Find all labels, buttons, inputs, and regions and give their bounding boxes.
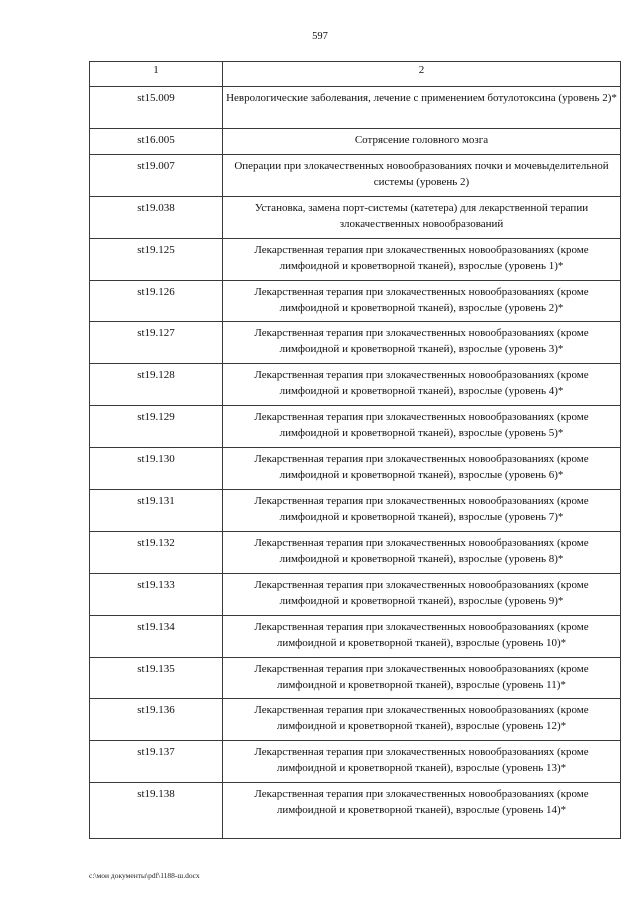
row-code: st19.131: [90, 490, 223, 532]
row-name: Операции при злокачественных новообразованиях почки и мочевыделительной системы (уровень 2): [223, 154, 621, 196]
table-row: [90, 615, 621, 657]
row-name: Лекарственная терапия при злокачественных новообразованиях (кроме лимфоидной и кроветворной тканей), взрослые (уровень 14)*: [223, 783, 621, 839]
row-name: Лекарственная терапия при злокачественных новообразованиях (кроме лимфоидной и кроветворной тканей), взрослые (уровень 5)*: [223, 406, 621, 448]
row-code: st19.132: [90, 531, 223, 573]
row-code: st19.134: [90, 615, 223, 657]
row-name: Лекарственная терапия при злокачественных новообразованиях (кроме лимфоидной и кроветворной тканей), взрослые (уровень 9)*: [223, 573, 621, 615]
table-row: [90, 280, 621, 322]
row-name: Лекарственная терапия при злокачественных новообразованиях (кроме лимфоидной и кроветворной тканей), взрослые (уровень 1)*: [223, 238, 621, 280]
table-row: [90, 573, 621, 615]
row-code: st19.007: [90, 154, 223, 196]
row-code: st19.038: [90, 196, 223, 238]
row-name: Лекарственная терапия при злокачественных новообразованиях (кроме лимфоидной и кроветворной тканей), взрослые (уровень 7)*: [223, 490, 621, 532]
table-row: [90, 490, 621, 532]
row-code: st19.135: [90, 657, 223, 699]
table-row: [90, 128, 621, 154]
table-row: [90, 87, 621, 129]
row-code: st16.005: [90, 128, 223, 154]
row-name: Лекарственная терапия при злокачественных новообразованиях (кроме лимфоидной и кроветворной тканей), взрослые (уровень 12)*: [223, 699, 621, 741]
row-name: Установка, замена порт-системы (катетера) для лекарственной терапии злокачественных новообразований: [223, 196, 621, 238]
row-name: Лекарственная терапия при злокачественных новообразованиях (кроме лимфоидной и кроветворной тканей), взрослые (уровень 10)*: [223, 615, 621, 657]
row-code: st19.136: [90, 699, 223, 741]
table-header-row: [90, 62, 621, 87]
row-name: Лекарственная терапия при злокачественных новообразованиях (кроме лимфоидной и кроветворной тканей), взрослые (уровень 2)*: [223, 280, 621, 322]
table-row: [90, 783, 621, 839]
row-code: st19.133: [90, 573, 223, 615]
row-code: st19.137: [90, 741, 223, 783]
row-name: Лекарственная терапия при злокачественных новообразованиях (кроме лимфоидной и кроветворной тканей), взрослые (уровень 6)*: [223, 448, 621, 490]
table-row: [90, 154, 621, 196]
row-code: st19.128: [90, 364, 223, 406]
row-name: Лекарственная терапия при злокачественных новообразованиях (кроме лимфоидной и кроветворной тканей), взрослые (уровень 3)*: [223, 322, 621, 364]
table-row: [90, 448, 621, 490]
row-name: Лекарственная терапия при злокачественных новообразованиях (кроме лимфоидной и кроветворной тканей), взрослые (уровень 4)*: [223, 364, 621, 406]
row-code: st19.125: [90, 238, 223, 280]
page-number: 597: [312, 31, 328, 42]
table-row: [90, 699, 621, 741]
row-code: st19.129: [90, 406, 223, 448]
table-row: [90, 741, 621, 783]
row-code: st19.127: [90, 322, 223, 364]
row-name: Лекарственная терапия при злокачественных новообразованиях (кроме лимфоидной и кроветворной тканей), взрослые (уровень 8)*: [223, 531, 621, 573]
table-row: [90, 196, 621, 238]
table-row: [90, 531, 621, 573]
row-code: st19.126: [90, 280, 223, 322]
row-code: st19.130: [90, 448, 223, 490]
footer-file-path: c:\мои документы\pdf\1188-ш.docx: [89, 871, 200, 880]
row-code: st15.009: [90, 87, 223, 129]
row-name: Неврологические заболевания, лечение с применением ботулотоксина (уровень 2)*: [223, 87, 621, 129]
row-name: Лекарственная терапия при злокачественных новообразованиях (кроме лимфоидной и кроветворной тканей), взрослые (уровень 13)*: [223, 741, 621, 783]
column-header-2: 2: [223, 62, 621, 87]
row-code: st19.138: [90, 783, 223, 839]
table-row: [90, 406, 621, 448]
table-row: [90, 322, 621, 364]
table-row: [90, 238, 621, 280]
column-header-1: 1: [90, 62, 223, 87]
code-table: [89, 61, 621, 839]
row-name: Сотрясение головного мозга: [223, 128, 621, 154]
table-row: [90, 657, 621, 699]
table-row: [90, 364, 621, 406]
row-name: Лекарственная терапия при злокачественных новообразованиях (кроме лимфоидной и кроветворной тканей), взрослые (уровень 11)*: [223, 657, 621, 699]
